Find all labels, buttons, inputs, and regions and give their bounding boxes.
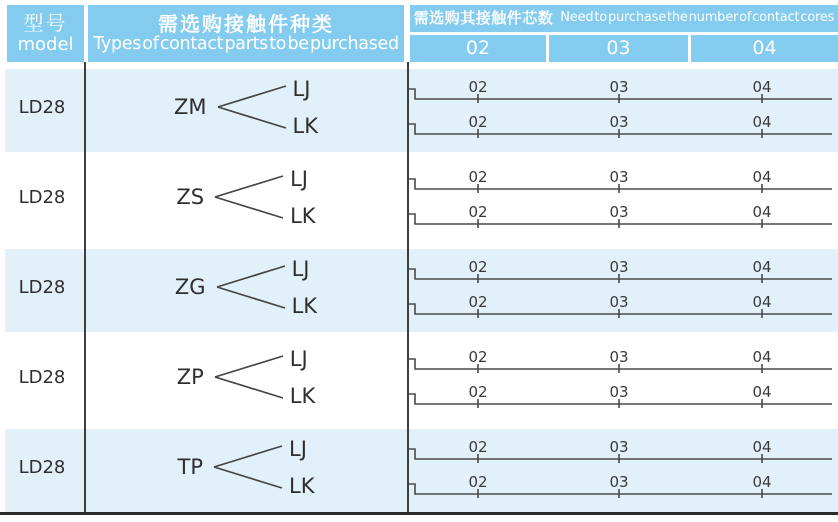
table-row <box>0 152 838 242</box>
types-cell <box>86 152 406 242</box>
branch-label-lj: LJ <box>291 256 310 281</box>
branch-labels <box>290 347 315 408</box>
table-row <box>0 422 838 512</box>
core-count: 02 <box>468 203 488 221</box>
branch-label-lj: LJ <box>289 436 307 461</box>
table-bottom-border <box>0 512 838 515</box>
contact-type-label: ZM <box>174 95 207 119</box>
model-cell <box>0 62 84 152</box>
cores-cell <box>408 332 838 422</box>
core-bracket-lines <box>408 62 838 152</box>
core-bracket-lines <box>408 152 838 242</box>
header-types-en: Types of contact parts to be purchased <box>93 33 399 54</box>
core-count: 02 <box>468 473 488 491</box>
column-divider <box>407 62 409 512</box>
core-bracket-lines <box>408 242 838 332</box>
core-count: 04 <box>752 473 772 491</box>
contact-type-label: ZS <box>176 185 205 209</box>
core-count: 03 <box>609 113 629 131</box>
header-types-cell <box>88 5 404 62</box>
table-body <box>0 62 838 512</box>
core-count: 02 <box>468 113 488 131</box>
core-count: 03 <box>609 383 629 401</box>
contact-type-label: TP <box>177 455 203 479</box>
header-model-cell <box>7 5 84 62</box>
model-label: LD28 <box>18 186 66 208</box>
branch-labels <box>293 77 318 138</box>
header-core-count-03: 03 <box>549 35 688 62</box>
core-count: 02 <box>468 258 488 276</box>
core-count: 04 <box>752 438 772 456</box>
model-cell <box>0 332 84 422</box>
cores-cell <box>408 62 838 152</box>
core-count: 03 <box>609 78 629 96</box>
core-count: 02 <box>468 168 488 186</box>
header-core-count-02: 02 <box>410 35 546 62</box>
contact-type-label: ZG <box>174 275 206 299</box>
model-cell <box>0 152 84 242</box>
core-count: 03 <box>609 203 629 221</box>
core-count: 02 <box>468 383 488 401</box>
core-count: 02 <box>468 348 488 366</box>
core-count: 04 <box>752 348 772 366</box>
core-count: 02 <box>468 78 488 96</box>
cores-cell <box>408 422 838 512</box>
core-count: 04 <box>752 113 772 131</box>
core-count: 03 <box>609 348 629 366</box>
model-label: LD28 <box>18 276 66 298</box>
branch-label-lj: LJ <box>292 76 311 101</box>
types-cell <box>86 62 406 152</box>
fork-lines <box>215 257 287 317</box>
model-label: LD28 <box>18 366 66 388</box>
types-cell <box>86 242 406 332</box>
model-cell <box>0 422 84 512</box>
branch-label-lk: LK <box>289 473 315 498</box>
types-cell <box>86 332 406 422</box>
core-count: 04 <box>752 258 772 276</box>
core-count: 02 <box>468 293 488 311</box>
types-cell <box>86 422 406 512</box>
branch-label-lk: LK <box>291 293 318 318</box>
column-divider <box>84 62 86 512</box>
cores-cell <box>408 152 838 242</box>
branch-label-lj: LJ <box>290 166 309 191</box>
branch-label-lk: LK <box>289 383 316 408</box>
branch-label-lk: LK <box>292 113 318 138</box>
fork-lines <box>212 437 284 497</box>
core-bracket-lines <box>408 332 838 422</box>
branch-labels <box>292 257 317 318</box>
table-row <box>0 332 838 422</box>
fork-lines <box>216 77 288 137</box>
core-count: 02 <box>468 438 488 456</box>
core-count: 03 <box>609 258 629 276</box>
header-cores-zh: 需选购其接触件芯数 <box>413 9 554 28</box>
branch-labels <box>289 437 314 498</box>
core-count: 04 <box>752 168 772 186</box>
fork-lines <box>213 167 285 227</box>
fork-lines <box>213 347 285 407</box>
table-row <box>0 242 838 332</box>
core-count: 03 <box>609 293 629 311</box>
core-count: 03 <box>609 473 629 491</box>
branch-labels <box>290 167 315 228</box>
core-count: 04 <box>752 78 772 96</box>
header-model-en: model <box>17 33 74 55</box>
branch-label-lk: LK <box>290 203 316 228</box>
model-cell <box>0 242 84 332</box>
core-count: 03 <box>609 438 629 456</box>
header-cores-en: Need to purchase the number of contact cores <box>560 10 835 26</box>
header-model-zh: 型号 <box>23 11 68 36</box>
core-count: 04 <box>752 293 772 311</box>
core-count: 04 <box>752 203 772 221</box>
branch-label-lj: LJ <box>289 346 308 371</box>
core-bracket-lines <box>408 422 838 512</box>
cores-cell <box>408 242 838 332</box>
header-cores-cell <box>410 5 838 32</box>
model-label: LD28 <box>18 456 66 478</box>
table-row <box>0 62 838 152</box>
core-count: 04 <box>752 383 772 401</box>
header-types-zh: 需选购接触件种类 <box>158 11 334 36</box>
model-label: LD28 <box>18 96 66 118</box>
header-core-count-04: 04 <box>691 35 838 62</box>
contact-type-label: ZP <box>176 365 204 389</box>
core-count: 03 <box>609 168 629 186</box>
